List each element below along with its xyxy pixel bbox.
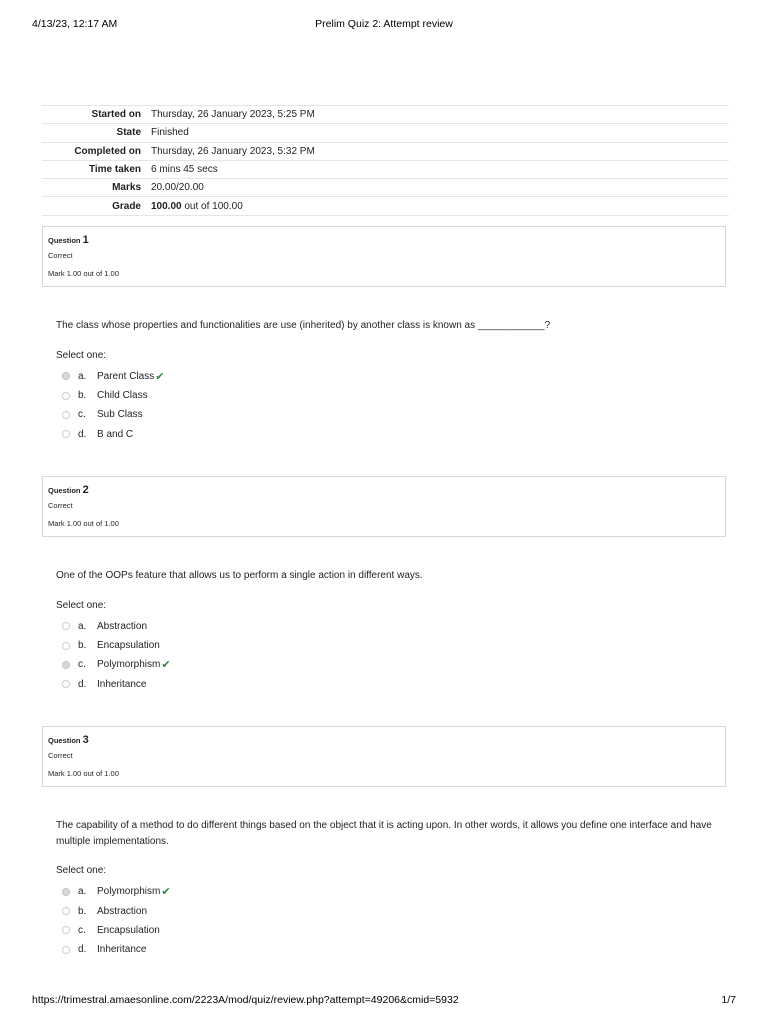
radio-button[interactable] [62, 430, 70, 438]
option-letter: a. [78, 370, 87, 382]
option-text: Encapsulation [97, 924, 160, 936]
question-mark: Mark 1.00 out of 1.00 [48, 519, 119, 528]
answer-option[interactable] [56, 921, 716, 940]
option-text: Encapsulation [97, 640, 160, 652]
option-text: Inheritance [97, 678, 147, 690]
radio-button[interactable] [62, 888, 70, 896]
answer-option[interactable] [56, 901, 716, 920]
summary-value: 6 mins 45 secs [151, 160, 729, 178]
question-label: Question [48, 236, 81, 245]
page-number: 1/7 [721, 994, 736, 1006]
answer-options [56, 367, 716, 445]
question-mark: Mark 1.00 out of 1.00 [48, 769, 119, 778]
question-number [48, 733, 725, 747]
page-url: https://trimestral.amaesonline.com/2223A/mod/quiz/review.php?attempt=49206&cmid=5932 [32, 994, 459, 1006]
checkmark-icon: ✔ [155, 370, 165, 383]
radio-button[interactable] [62, 392, 70, 400]
option-text: Abstraction [97, 905, 148, 917]
question-state: Correct [48, 751, 73, 760]
summary-row [42, 160, 729, 178]
option-letter: c. [78, 409, 86, 421]
summary-value: Finished [151, 124, 729, 142]
option-letter: d. [78, 678, 87, 690]
question-text: The capability of a method to do different things based on the object that it is acting upon. In other words, it allows you define one interface and have multiple implementations. [56, 820, 712, 847]
summary-label: State [42, 124, 151, 142]
radio-button[interactable] [62, 926, 70, 934]
answer-option[interactable] [56, 940, 716, 959]
summary-value: Thursday, 26 January 2023, 5:25 PM [151, 106, 729, 124]
option-letter: d. [78, 944, 87, 956]
question-num: 1 [82, 234, 89, 246]
option-letter: c. [78, 659, 86, 671]
option-text: B and C [97, 428, 134, 440]
answer-option[interactable] [56, 425, 716, 444]
summary-row [42, 106, 729, 124]
summary-label: Marks [42, 179, 151, 197]
question-content-3 [56, 818, 716, 960]
question-content-2 [56, 568, 716, 694]
question-num: 3 [82, 734, 89, 746]
option-letter: b. [78, 640, 87, 652]
checkmark-icon: ✔ [161, 886, 171, 899]
summary-value: 20.00/20.00 [151, 179, 729, 197]
question-info-1 [42, 226, 726, 287]
option-letter: b. [78, 905, 87, 917]
answer-option[interactable] [56, 636, 716, 655]
question-text: One of the OOPs feature that allows us to perform a single action in different ways. [56, 570, 423, 581]
select-prompt: Select one: [56, 349, 107, 361]
radio-button[interactable] [62, 907, 70, 915]
option-text: Parent Class [97, 370, 155, 382]
option-letter: d. [78, 428, 87, 440]
question-text: The class whose properties and functionalities are use (inherited) by another class is known as ____________? [56, 320, 551, 331]
radio-button[interactable] [62, 372, 70, 380]
page-title: Prelim Quiz 2: Attempt review [315, 18, 453, 30]
question-info-3 [42, 726, 726, 787]
option-text: Sub Class [97, 409, 143, 421]
answer-options [56, 882, 716, 960]
question-state: Correct [48, 251, 73, 260]
question-number [48, 233, 725, 247]
print-date: 4/13/23, 12:17 AM [32, 18, 118, 30]
answer-option[interactable] [56, 675, 716, 694]
question-mark: Mark 1.00 out of 1.00 [48, 269, 119, 278]
select-prompt: Select one: [56, 599, 107, 611]
summary-label: Grade [42, 197, 151, 215]
option-letter: c. [78, 924, 86, 936]
question-content-1 [56, 318, 716, 444]
option-text: Polymorphism [97, 886, 161, 898]
radio-button[interactable] [62, 622, 70, 630]
option-letter: a. [78, 886, 87, 898]
answer-option[interactable] [56, 617, 716, 636]
option-letter: a. [78, 620, 87, 632]
summary-row [42, 179, 729, 197]
checkmark-icon: ✔ [161, 659, 171, 672]
summary-label: Started on [42, 106, 151, 124]
radio-button[interactable] [62, 946, 70, 954]
answer-option[interactable] [56, 367, 716, 386]
attempt-summary-table [42, 105, 729, 216]
option-text: Child Class [97, 390, 148, 402]
print-header [32, 18, 736, 32]
summary-row [42, 124, 729, 142]
answer-option[interactable] [56, 882, 716, 901]
answer-option[interactable] [56, 655, 716, 674]
question-num: 2 [82, 484, 89, 496]
summary-label: Completed on [42, 142, 151, 160]
grade-total: out of 100.00 [181, 200, 243, 212]
grade-value: 100.00 [151, 200, 182, 212]
radio-button[interactable] [62, 411, 70, 419]
question-state: Correct [48, 501, 73, 510]
option-text: Polymorphism [97, 659, 161, 671]
option-letter: b. [78, 390, 87, 402]
summary-value [151, 197, 729, 215]
radio-button[interactable] [62, 661, 70, 669]
select-prompt: Select one: [56, 865, 107, 876]
answer-options [56, 617, 716, 695]
radio-button[interactable] [62, 680, 70, 688]
question-number [48, 483, 725, 497]
question-label: Question [48, 486, 81, 495]
option-text: Abstraction [97, 620, 148, 632]
radio-button[interactable] [62, 642, 70, 650]
summary-row [42, 142, 729, 160]
answer-option[interactable] [56, 405, 716, 424]
question-label: Question [48, 736, 81, 745]
summary-label: Time taken [42, 160, 151, 178]
summary-row [42, 197, 729, 215]
answer-option[interactable] [56, 386, 716, 405]
option-text: Inheritance [97, 944, 147, 956]
summary-value: Thursday, 26 January 2023, 5:32 PM [151, 142, 729, 160]
question-info-2 [42, 476, 726, 537]
